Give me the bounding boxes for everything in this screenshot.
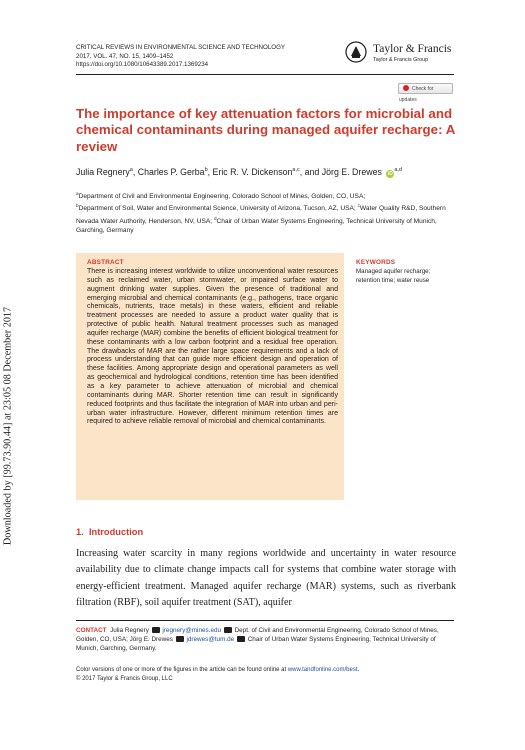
contact-label: CONTACT — [76, 627, 107, 634]
email-icon — [176, 636, 184, 642]
affiliation-text: Water Quality R&D, Southern Nevada Water Authority, Henderson, NV, USA; — [76, 205, 446, 225]
author-name[interactable]: Charles P. Gerba — [137, 167, 205, 177]
journal-volume: 2017, VOL. 47, NO. 15, 1409–1452 — [76, 52, 174, 60]
publisher-name: Taylor & Francis — [373, 43, 452, 55]
author-name[interactable]: Jörg E. Drewes — [321, 167, 382, 177]
author-list — [76, 167, 402, 178]
copyright: © 2017 Taylor & Francis Group, LLC — [76, 675, 173, 682]
affiliation-text: Chair of Urban Water Systems Engineering, Technical University of Munich, Garching, Germany — [76, 217, 437, 234]
contact-email[interactable]: jdrewes@tum.de — [186, 635, 235, 643]
author-name[interactable]: Eric R. V. Dickenson — [212, 167, 293, 177]
section-number: 1. — [76, 527, 84, 537]
affiliation-sup: b — [76, 203, 79, 209]
affiliation-text: Department of Soil, Water and Environmental Science, University of Arizona, Tucson, AZ, USA; — [78, 205, 358, 213]
author-affil-sup: a,d — [394, 167, 402, 174]
affiliation-sup: d — [213, 215, 217, 221]
download-stamp-text: Downloaded by [99.73.90.44] at 23:05 08 December 2017 — [2, 306, 14, 546]
orcid-icon[interactable]: iD — [387, 171, 393, 177]
article-title: The importance of key attenuation factors for microbial and chemical contaminants during managed aquifer recharge: A review — [76, 106, 455, 154]
check-updates-label: Check for updates — [399, 86, 434, 103]
author-affil-sup: b — [204, 167, 208, 174]
author-name[interactable]: Julia Regnery — [76, 167, 130, 177]
abstract-text: There is increasing interest worldwide to utilize unconventional water resources such as reclaimed water, urban stormwater, or impaired surface water to augment drinking water supplies. Given the presence of traditional and emerging microbial and chemical contaminants (e.g., pathogens, trace organic chemicals, nutrients, trace metals) in these waters, efficient and reliable treatment processes are needed to assure a product water quality that is protective of public health. Natural treatment processes such as managed aquifer recharge (MAR) combine the benefits of efficient biological treatment for these contaminants with a low carbon footprint and a residual free operation. The drawbacks of MAR are the rather large space requirements and a lack of process understanding that can guide more efficient design and operation of these facilities. Among appropriate design and operational parameters as well as geochemical and hydrological conditions, retention time has been identified as a key parameter to achieve attenuation of microbial and chemical contaminants during MAR. Shorter retention time can result in significantly reduced footprints and thus facilitate the integration of MAR into urban and peri-urban water infrastructure. However, different minimum retention times are required to achieve reliable removal of microbial and chemical contaminants. — [87, 268, 338, 426]
section-heading — [76, 527, 143, 537]
contact-address: Chair of Urban Water Systems Engineering, Technical University of Munich, Garching, Germany. — [76, 635, 436, 652]
affiliation-text: Department of Civil and Environmental Engineering, Colorado School of Mines, Golden, CO, USA; — [78, 193, 366, 201]
journal-name: CRITICAL REVIEWS IN ENVIRONMENTAL SCIENCE AND TECHNOLOGY — [76, 44, 286, 51]
color-note-end: . — [357, 667, 360, 673]
affiliation-sup: c — [357, 203, 360, 209]
color-note-link[interactable]: www.tandfonline.com/best — [287, 667, 358, 673]
affiliation-sup: a — [76, 191, 79, 196]
section-title: Introduction — [88, 527, 144, 537]
author-separator: , and — [299, 167, 322, 177]
affiliations — [76, 189, 456, 235]
abstract-heading: ABSTRACT — [87, 259, 124, 266]
header-rule — [76, 74, 454, 75]
contact-address: Dept. of Civil and Environmental Engineering, Colorado School of Mines, Golden, CO, USA; Jörg E. Drewes — [76, 627, 439, 643]
author-affil-sup: a — [129, 167, 133, 174]
color-note — [76, 666, 456, 675]
contact-name: Julia Regnery — [110, 627, 149, 634]
publisher-group: Taylor & Francis Group — [373, 57, 429, 63]
check-updates-icon — [403, 85, 409, 91]
address-icon — [237, 636, 245, 642]
keywords-heading: KEYWORDS — [356, 259, 396, 266]
contact-email[interactable]: jregnery@mines.edu — [162, 627, 222, 634]
download-stamp — [1, 266, 15, 586]
footer-rule — [76, 620, 454, 621]
author-separator: , — [132, 167, 138, 177]
publisher-logo — [345, 41, 460, 69]
doi-link[interactable]: https://doi.org/10.1080/10643389.2017.1369234 — [76, 61, 209, 69]
contact-block — [76, 627, 456, 654]
author-separator: , — [207, 167, 213, 177]
author-affil-sup: a,c — [292, 167, 300, 174]
email-icon — [152, 627, 160, 633]
footnotes — [76, 666, 456, 683]
color-note-text: Color versions of one or more of the figures in the article can be found online at — [76, 667, 288, 673]
check-updates-button[interactable] — [398, 83, 453, 103]
keywords-text: Managed aquifer recharge; retention time; water reuse — [356, 268, 431, 284]
journal-header — [76, 44, 285, 70]
publisher-logo-icon — [345, 41, 367, 63]
body-paragraph: Increasing water scarcity in many regions worldwide and uncertainty in water resource availability due to climate change impacts call for systems that combine water storage with energy-efficient treatment. Managed aquifer recharge (MAR) systems, such as riverbank filtration (RBF), soil aquifer treatment (SAT), aquifer — [76, 548, 456, 608]
address-icon — [224, 627, 232, 633]
